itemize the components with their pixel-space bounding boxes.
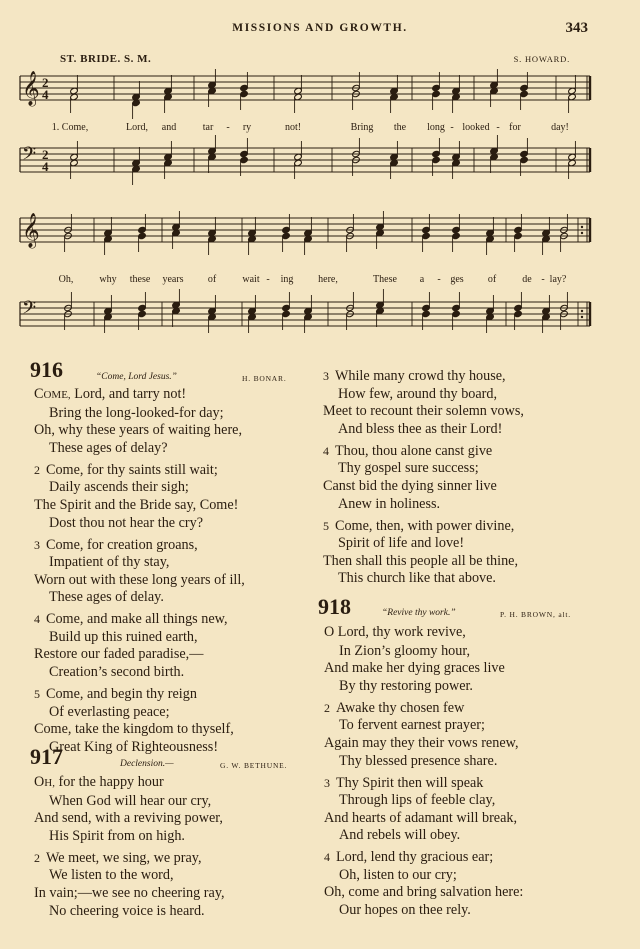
verse-text: And send, with a reviving power, <box>34 810 223 827</box>
verse-line <box>34 515 245 533</box>
verse-line <box>34 793 225 811</box>
lyric-syllable: why <box>99 274 117 285</box>
verse-text: Come, and make all things new, <box>46 611 228 628</box>
verse-text: By thy restoring power. <box>339 677 473 694</box>
stanza-number: 3 <box>324 775 330 790</box>
verse-text: OH, for the happy hour <box>34 774 164 790</box>
stanza-number: 2 <box>34 462 40 477</box>
svg-text:4: 4 <box>42 87 49 102</box>
verse-line <box>34 537 245 555</box>
verse-line <box>324 810 523 828</box>
verse-text: And bless thee as their Lord! <box>338 420 503 437</box>
hymn-918-text <box>324 624 523 924</box>
verse-line <box>34 828 225 846</box>
verse-text: We listen to the word, <box>49 867 174 884</box>
verse-line <box>324 867 523 885</box>
stanza-number: 2 <box>324 700 330 715</box>
verse-line <box>324 678 523 696</box>
stanza <box>323 518 524 588</box>
svg-text:4: 4 <box>42 159 49 174</box>
verse-line <box>34 629 245 647</box>
verse-text: Build up this ruined earth, <box>49 628 198 645</box>
verse-line <box>324 902 523 920</box>
hymn-number: 917 <box>30 744 63 769</box>
verse-line <box>323 553 524 571</box>
verse-text: Come, for creation groans, <box>46 536 198 553</box>
lyric-syllable: Oh, <box>58 274 74 285</box>
verse-line <box>324 624 523 643</box>
stanza <box>34 850 225 920</box>
lyric-syllable: Bring <box>350 122 374 133</box>
tune-composer: S. HOWARD. <box>513 54 570 64</box>
verse-text: Spirit of life and love! <box>338 535 465 552</box>
lyric-syllable: wait <box>242 274 260 285</box>
verse-line <box>34 405 245 423</box>
verse-line <box>34 664 245 682</box>
verse-line <box>323 478 524 496</box>
verse-line <box>34 721 245 739</box>
stanza <box>34 537 245 607</box>
system2-treble-staff <box>16 206 596 270</box>
verse-line <box>324 643 523 661</box>
hymn-916-text <box>34 386 245 761</box>
verse-line <box>323 421 524 439</box>
svg-text:2: 2 <box>42 147 49 162</box>
stanza-number: 3 <box>34 537 40 552</box>
svg-text:𝄞: 𝄞 <box>22 71 40 106</box>
svg-text:𝄞: 𝄞 <box>22 213 40 248</box>
lyric-syllable: for <box>509 122 521 133</box>
verse-text: Oh, listen to our cry; <box>339 866 457 883</box>
verse-text: Come, then, with power divine, <box>335 517 515 534</box>
verse-line <box>324 775 523 793</box>
verse-text: And make her dying graces live <box>324 660 505 677</box>
stanza-number: 5 <box>323 518 329 533</box>
verse-line <box>324 792 523 810</box>
verse-text: Come, and begin thy reign <box>46 686 197 703</box>
system2-bass-staff <box>16 288 596 350</box>
verse-line <box>324 717 523 735</box>
verse-line <box>34 850 225 868</box>
verse-text: To fervent earnest prayer; <box>339 717 485 734</box>
verse-text: Oh, come and bring salvation here: <box>324 884 524 901</box>
verse-line <box>324 660 523 678</box>
stanza <box>324 775 523 845</box>
hymn-author: P. H. BROWN, alt. <box>500 610 571 619</box>
stanza <box>34 774 225 845</box>
stanza <box>324 849 523 919</box>
verse-line <box>34 440 245 458</box>
verse-line <box>323 386 524 404</box>
verse-line <box>34 739 245 757</box>
verse-line <box>34 646 245 664</box>
verse-line <box>34 554 245 572</box>
verse-line <box>34 422 245 440</box>
hymn-title: “Revive thy work.” <box>382 608 456 618</box>
verse-text: And hearts of adamant will break, <box>324 809 518 826</box>
verse-line <box>34 589 245 607</box>
verse-text: In vain;—we see no cheering ray, <box>34 884 225 901</box>
stanza-number: 2 <box>34 850 40 865</box>
stanza <box>324 624 523 695</box>
stanza-number: 4 <box>324 850 330 865</box>
verse-line <box>34 497 245 515</box>
verse-line <box>34 572 245 590</box>
lyric-syllable: the <box>393 122 407 133</box>
lyric-syllable: - <box>450 122 454 133</box>
verse-line <box>34 611 245 629</box>
lyric-syllable: a <box>419 274 425 285</box>
lyric-syllable: long <box>427 122 445 133</box>
verse-text: Of everlasting peace; <box>49 703 170 720</box>
stanza <box>34 462 245 532</box>
lyric-syllable: of <box>487 274 497 285</box>
verse-text: Again may they their vows renew, <box>324 734 519 751</box>
verse-text: Dost thou not hear the cry? <box>49 514 204 531</box>
verse-text: Worn out with these long years of ill, <box>34 571 245 588</box>
stanza-number: 3 <box>323 369 329 383</box>
verse-text: Thou, thou alone canst give <box>335 442 493 459</box>
stanza <box>34 611 245 681</box>
verse-text: While many crowd thy house, <box>335 368 506 384</box>
verse-line <box>323 518 524 536</box>
stanza-number: 5 <box>34 687 40 702</box>
stanza <box>324 700 523 770</box>
verse-text: Awake thy chosen few <box>336 699 465 716</box>
lyric-syllable: years <box>162 274 184 285</box>
lyric-syllable: - <box>266 274 270 285</box>
verse-line <box>34 774 225 793</box>
lyric-syllable: lay? <box>549 274 567 285</box>
verse-text: The Spirit and the Bride say, Come! <box>34 496 239 513</box>
verse-text: These ages of delay? <box>49 439 168 456</box>
lyric-syllable: These <box>373 274 397 285</box>
hymn-author: G. W. BETHUNE. <box>220 761 288 770</box>
verse-text: These ages of delay. <box>49 589 164 606</box>
verse-line <box>34 386 245 405</box>
verse-line <box>34 903 225 921</box>
lyric-syllable: - <box>226 122 230 133</box>
lyric-syllable: day! <box>551 122 569 133</box>
hymn-number: 916 <box>30 357 63 382</box>
verse-line <box>323 443 524 461</box>
lyric-syllable: - <box>496 122 500 133</box>
verse-text: Thy blessed presence share. <box>339 752 498 769</box>
verse-line <box>324 884 523 902</box>
stanza-number: 4 <box>34 612 40 627</box>
verse-text: Then shall this people all be thine, <box>323 552 519 569</box>
verse-line <box>323 496 524 514</box>
verse-text: Creation’s second birth. <box>49 664 185 681</box>
lyric-syllable: ges <box>450 274 464 285</box>
verse-text: Daily ascends their sigh; <box>49 479 189 496</box>
verse-text: Great King of Righteousness! <box>49 738 219 755</box>
verse-text: COME, Lord, and tarry not! <box>34 386 187 402</box>
verse-text: And rebels will obey. <box>339 827 461 844</box>
verse-text: How few, around thy board, <box>338 385 498 402</box>
lyric-syllable: looked <box>462 122 490 133</box>
verse-text: Come, for thy saints still wait; <box>46 461 218 478</box>
verse-text: Meet to recount their solemn vows, <box>323 403 524 420</box>
verse-line <box>323 368 524 386</box>
verse-line <box>34 462 245 480</box>
verse-text: Impatient of thy stay, <box>49 554 170 571</box>
verse-line <box>323 535 524 553</box>
hymn-author: H. BONAR. <box>242 374 287 383</box>
system1-bass-staff <box>16 134 596 196</box>
page-number: 343 <box>565 20 588 36</box>
svg-text:𝄢: 𝄢 <box>22 298 37 323</box>
verse-text: O Lord, thy work revive, <box>324 624 466 640</box>
verse-line <box>324 753 523 771</box>
lyric-syllable: ry <box>242 122 252 133</box>
verse-line <box>324 700 523 718</box>
verse-text: Oh, why these years of waiting here, <box>34 422 243 439</box>
lyric-syllable: - <box>541 274 545 285</box>
verse-text: Through lips of feeble clay, <box>339 792 496 809</box>
lyric-syllable: here, <box>318 274 338 285</box>
lyric-syllable: tar <box>202 122 214 133</box>
verse-text: When God will hear our cry, <box>49 792 212 809</box>
hymn-title: “Come, Lord Jesus.” <box>96 372 177 382</box>
lyric-syllable: not! <box>284 122 302 133</box>
verse-line <box>323 570 524 588</box>
lyric-syllable: these <box>129 274 151 285</box>
system1-treble-staff <box>16 68 596 128</box>
verse-line <box>324 735 523 753</box>
lyric-syllable: and <box>161 122 177 133</box>
running-head: MISSIONS AND GROWTH. <box>232 22 408 34</box>
verse-text: Thy gospel sure success; <box>338 460 479 477</box>
verse-text: Bring the long-looked-for day; <box>49 404 224 421</box>
svg-text:𝄢: 𝄢 <box>22 144 37 169</box>
stanza <box>34 686 245 756</box>
verse-line <box>324 827 523 845</box>
verse-text: Canst bid the dying sinner live <box>323 477 497 494</box>
verse-text: Anew in holiness. <box>338 495 441 512</box>
lyric-syllable: de <box>522 274 532 285</box>
hymn-917-continued <box>323 368 524 592</box>
stanza <box>323 368 524 438</box>
verse-text: His Spirit from on high. <box>49 827 185 844</box>
lyric-syllable: of <box>207 274 217 285</box>
verse-line <box>34 867 225 885</box>
lyric-syllable: Lord, <box>126 122 148 133</box>
verse-line <box>34 810 225 828</box>
stanza-number: 4 <box>323 443 329 458</box>
hymn-917-text <box>34 774 225 925</box>
verse-line <box>323 403 524 421</box>
verse-line <box>34 704 245 722</box>
verse-text: This church like that above. <box>338 570 496 587</box>
verse-line <box>323 460 524 478</box>
verse-text: Restore our faded paradise,— <box>34 646 204 663</box>
verse-text: Our hopes on thee rely. <box>339 902 471 919</box>
verse-text: Lord, lend thy gracious ear; <box>336 849 494 866</box>
verse-line <box>34 686 245 704</box>
tune-name: ST. BRIDE. S. M. <box>60 53 152 65</box>
stanza <box>34 386 245 457</box>
verse-text: Come, take the kingdom to thyself, <box>34 721 234 738</box>
verse-line <box>324 849 523 867</box>
verse-text: In Zion’s gloomy hour, <box>339 642 471 659</box>
verse-line <box>34 479 245 497</box>
verse-text: Thy Spirit then will speak <box>336 774 484 791</box>
verse-line <box>34 885 225 903</box>
hymn-title: Declension.— <box>120 759 174 769</box>
lyric-syllable: - <box>437 274 441 285</box>
lyrics-line-2 <box>0 274 640 288</box>
verse-text: No cheering voice is heard. <box>49 902 205 919</box>
svg-text:2: 2 <box>42 75 49 90</box>
lyric-syllable: 1. Come, <box>51 122 89 133</box>
stanza <box>323 443 524 513</box>
verse-text: We meet, we sing, we pray, <box>46 849 202 866</box>
hymn-number: 918 <box>318 594 351 619</box>
lyric-syllable: ing <box>280 274 294 285</box>
